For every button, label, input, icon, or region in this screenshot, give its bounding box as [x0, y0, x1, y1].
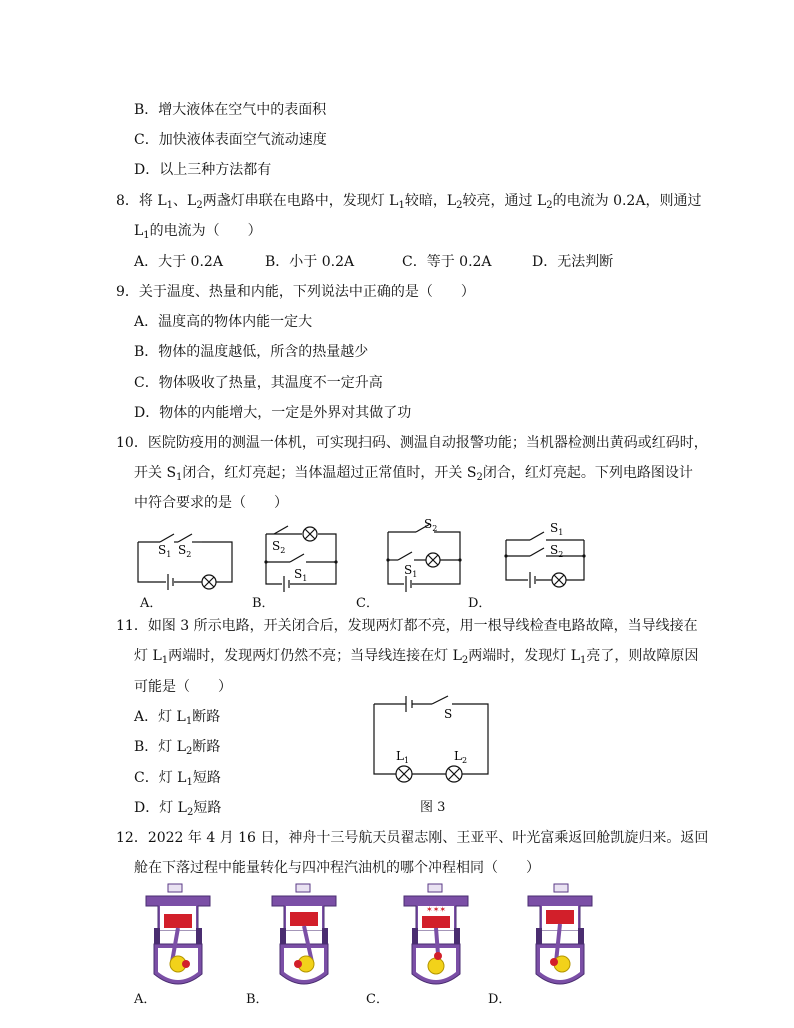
q9-stem: 9．关于温度、热量和内能，下列说法中正确的是（ ） [116, 284, 475, 300]
label-s1: $S_1$ [294, 567, 308, 583]
q10-stem-line3: 中符合要求的是（ ） [134, 495, 288, 511]
label-s: S [444, 707, 453, 721]
q11-option-c: C．灯 $L_1$短路 [134, 770, 221, 788]
svg-text:✶✶✶: ✶✶✶ [426, 905, 447, 914]
q8-option-d: D．无法判断 [532, 254, 614, 270]
q9-option-d: D．物体的内能增大，一定是外界对其做了功 [134, 405, 412, 421]
q10-circuit-b [262, 520, 342, 588]
q12-engine-c [398, 882, 474, 992]
q11-stem-line3: 可能是（ ） [134, 679, 232, 695]
q8-option-b: B．小于 0.2A [265, 254, 355, 270]
q10-option-d: D． [468, 596, 492, 611]
q11-option-b: B．灯 $L_2$断路 [134, 739, 221, 757]
q10-stem-line1: 10．医院防疫用的测温一体机，可实现扫码、测温自动报警功能；当机器检测出黄码或红码时， [116, 435, 708, 451]
q12-stem-line1: 12．2022 年 4 月 16 日，神舟十三号航天员翟志刚、王亚平、叶光富乘返回舱凯旋归来。返回 [116, 830, 709, 846]
label-l2: $L_2$ [454, 749, 468, 765]
q10-option-a: A． [140, 596, 163, 611]
q12-engine-d [522, 882, 598, 992]
q12-option-b: B． [246, 992, 269, 1007]
q7-option-c: C．加快液体表面空气流动速度 [134, 132, 327, 148]
q12-option-a: A． [134, 992, 157, 1007]
q11-option-d: D．灯 $L_2$短路 [134, 800, 222, 818]
q9-option-c: C．物体吸收了热量，其温度不一定升高 [134, 375, 383, 391]
q11-stem-line1: 11．如图 3 所示电路，开关闭合后，发现两灯都不亮，用一根导线检查电路故障，当导线接在 [116, 618, 698, 634]
q10-option-b: B． [252, 596, 275, 611]
q9-option-b: B．物体的温度越低，所含的热量越少 [134, 344, 369, 360]
q8-option-a: A．大于 0.2A [134, 254, 223, 270]
q11-stem-line2: 灯 $L_1$两端时，发现两灯仍然不亮；当导线连接在灯 $L_2$两端时，发现灯 $L_1$亮了，则故障原因 [134, 648, 699, 666]
q10-stem-line2: 开关 $S_1$闭合，红灯亮起；当体温超过正常值时，开关 $S_2$闭合，红灯亮起。下列电路图设计 [134, 465, 693, 483]
q11-option-a: A．灯 $L_1$断路 [134, 709, 221, 727]
q10-circuit-c [382, 518, 468, 590]
label-s2: $S_2$ [550, 543, 564, 559]
q7-option-b: B．增大液体在空气中的表面积 [134, 102, 327, 118]
q10-option-c: C． [356, 596, 379, 611]
label-s2: $S_2$ [424, 517, 438, 533]
q10-circuit-a [130, 520, 240, 590]
label-s2: $S_2$ [178, 543, 192, 559]
q10-circuit-d [500, 518, 592, 590]
label-s1: $S_1$ [158, 543, 172, 559]
q12-engine-a [140, 882, 216, 992]
q12-option-d: D． [488, 992, 512, 1007]
label-l1: $L_1$ [396, 749, 410, 765]
q9-option-a: A．温度高的物体内能一定大 [134, 314, 313, 330]
label-s1: $S_1$ [404, 563, 418, 579]
q8-stem-line1: 8．将 $L_1$、$L_2$两盏灯串联在电路中，发现灯 $L_1$较暗，$L_2$较亮，通过 $L_2$的电流为 0.2A，则通过 [116, 193, 702, 211]
q12-engine-b [266, 882, 342, 992]
label-s1: $S_1$ [550, 521, 564, 537]
q7-option-d: D．以上三种方法都有 [134, 162, 272, 178]
q11-figure-3 [370, 692, 492, 782]
label-s2: $S_2$ [272, 539, 286, 555]
q8-option-c: C．等于 0.2A [402, 254, 492, 270]
q12-stem-line2: 舱在下落过程中能量转化与四冲程汽油机的哪个冲程相同（ ） [134, 860, 540, 876]
q11-figure-caption: 图 3 [420, 800, 446, 815]
q12-option-c: C． [366, 992, 389, 1007]
q8-stem-line2: $L_1$的电流为（ ） [134, 223, 262, 241]
